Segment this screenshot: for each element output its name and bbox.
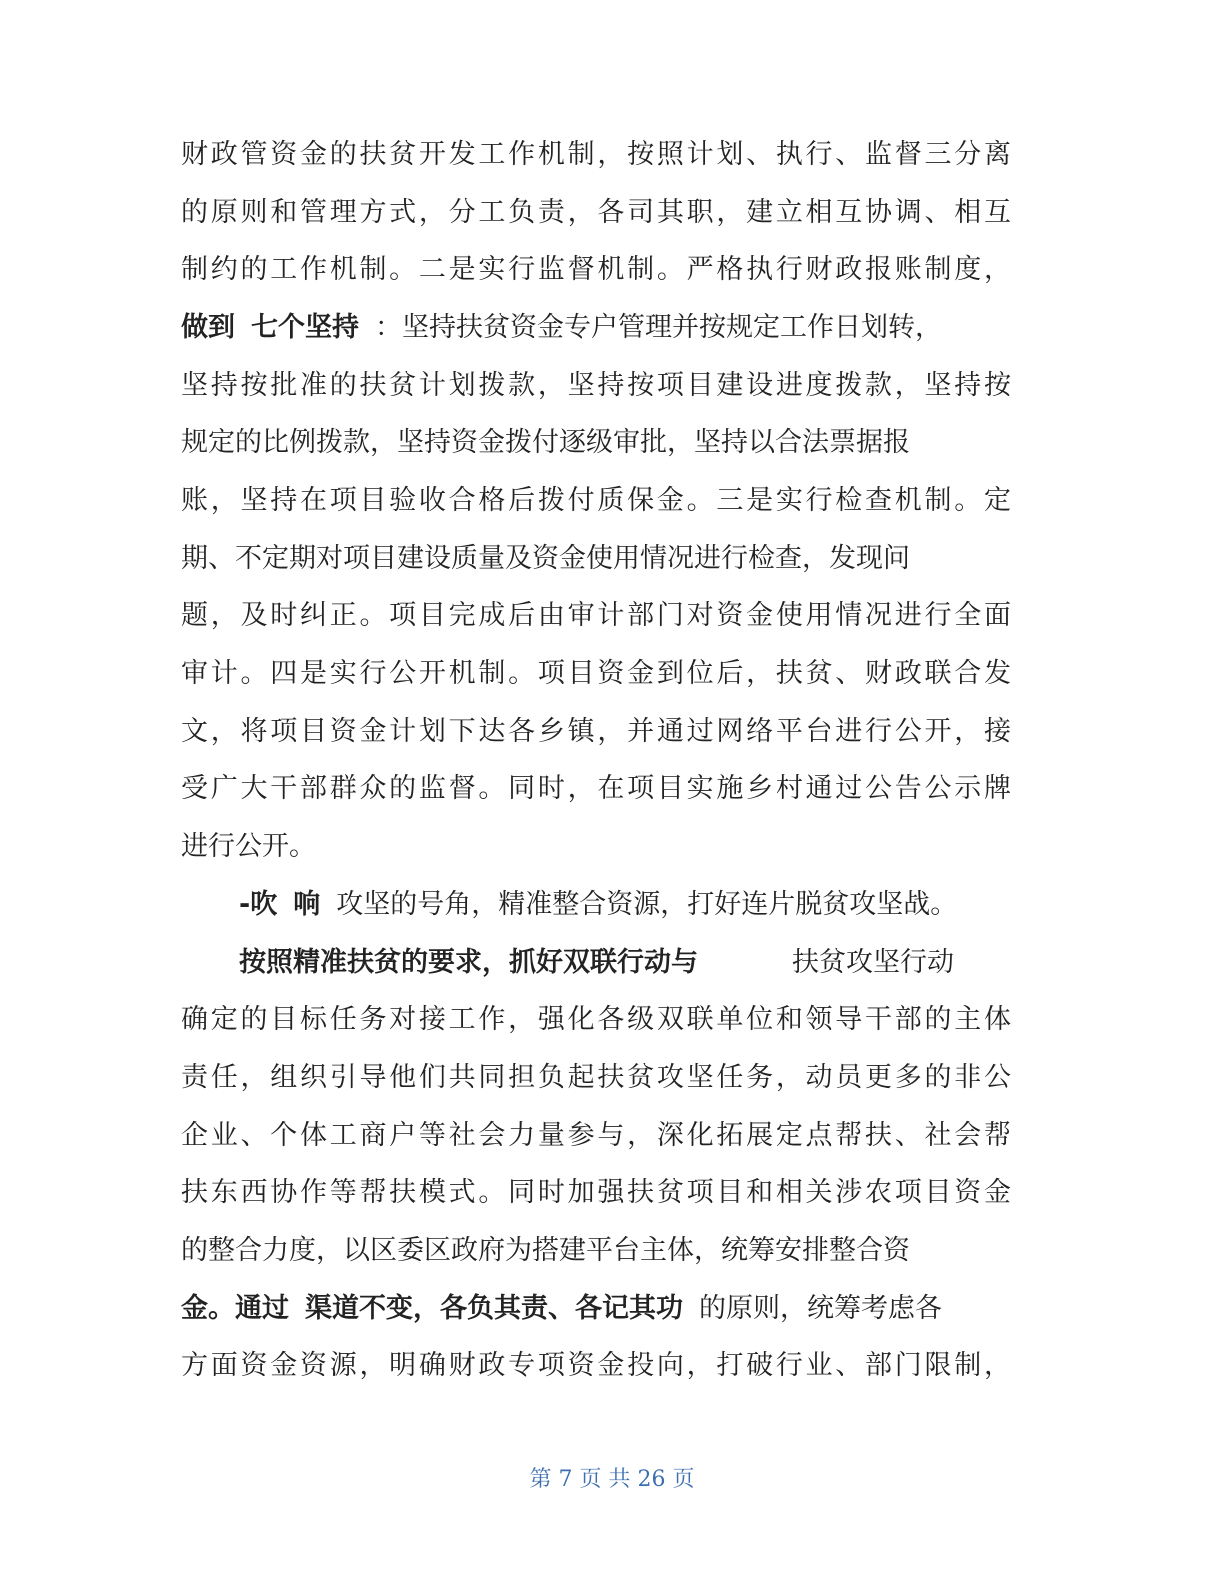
bold-phrase: 做到	[181, 312, 235, 343]
bold-phrase: 渠道不变，各负其责、各记其功	[305, 1293, 683, 1324]
bold-phrase: -吹	[239, 889, 278, 920]
text-span: ：坚持扶贫资金专户管理并按规定工作日划转，	[375, 312, 942, 343]
text-line-mixed	[239, 943, 1011, 983]
text-line: 财政管资金的扶贫开发工作机制，按照计划、执行、监督三分离	[181, 139, 1011, 170]
text-span: 扶贫攻坚行动	[792, 947, 954, 978]
heading-line	[239, 885, 1011, 925]
bold-phrase: 七个坚持	[251, 312, 359, 343]
text-line: 文，将项目资金计划下达各乡镇，并通过网络平台进行公开，接	[181, 716, 1011, 747]
text-line: 受广大干部群众的监督。同时，在项目实施乡村通过公告公示牌	[181, 773, 1011, 804]
text-span: 的原则，统筹考虑各	[699, 1293, 942, 1324]
bold-phrase: 按照精准扶贫的要求，抓好双联行动与	[239, 947, 698, 978]
text-line: 扶东西协作等帮扶模式。同时加强扶贫项目和相关涉农项目资金	[181, 1177, 1011, 1208]
text-line: 账，坚持在项目验收合格后拨付质保金。三是实行检查机制。定	[181, 485, 1011, 516]
text-span: 攻坚的号角，精准整合资源，打好连片脱贫攻坚战。	[336, 889, 958, 920]
text-line: 制约的工作机制。二是实行监督机制。严格执行财政报账制度，	[181, 254, 1011, 285]
text-line: 责任，组织引导他们共同担负起扶贫攻坚任务，动员更多的非公	[181, 1062, 1011, 1093]
text-line: 进行公开。	[181, 831, 316, 862]
text-line: 方面资金资源，明确财政专项资金投向，打破行业、部门限制，	[181, 1350, 1011, 1381]
bold-phrase: 金。通过	[181, 1293, 289, 1324]
text-line-mixed	[181, 1289, 1011, 1329]
text-line: 审计。四是实行公开机制。项目资金到位后，扶贫、财政联合发	[181, 658, 1011, 689]
text-line: 确定的目标任务对接工作，强化各级双联单位和领导干部的主体	[181, 1004, 1011, 1035]
text-line: 坚持按批准的扶贫计划拨款，坚持按项目建设进度拨款，坚持按	[181, 370, 1011, 401]
bold-phrase: 响	[293, 889, 321, 920]
text-line: 的原则和管理方式，分工负责，各司其职，建立相互协调、相互	[181, 197, 1011, 228]
text-line-mixed	[181, 308, 1011, 348]
text-line: 规定的比例拨款，坚持资金拨付逐级审批，坚持以合法票据报	[181, 427, 910, 458]
text-line: 企业、个体工商户等社会力量参与，深化拓展定点帮扶、社会帮	[181, 1120, 1011, 1151]
text-line: 期、不定期对项目建设质量及资金使用情况进行检查，发现问	[181, 543, 910, 574]
text-line: 题，及时纠正。项目完成后由审计部门对资金使用情况进行全面	[181, 600, 1011, 631]
page-number-footer: 第 7 页 共 26 页	[529, 1467, 695, 1492]
text-line: 的整合力度，以区委区政府为搭建平台主体，统筹安排整合资	[181, 1235, 910, 1266]
